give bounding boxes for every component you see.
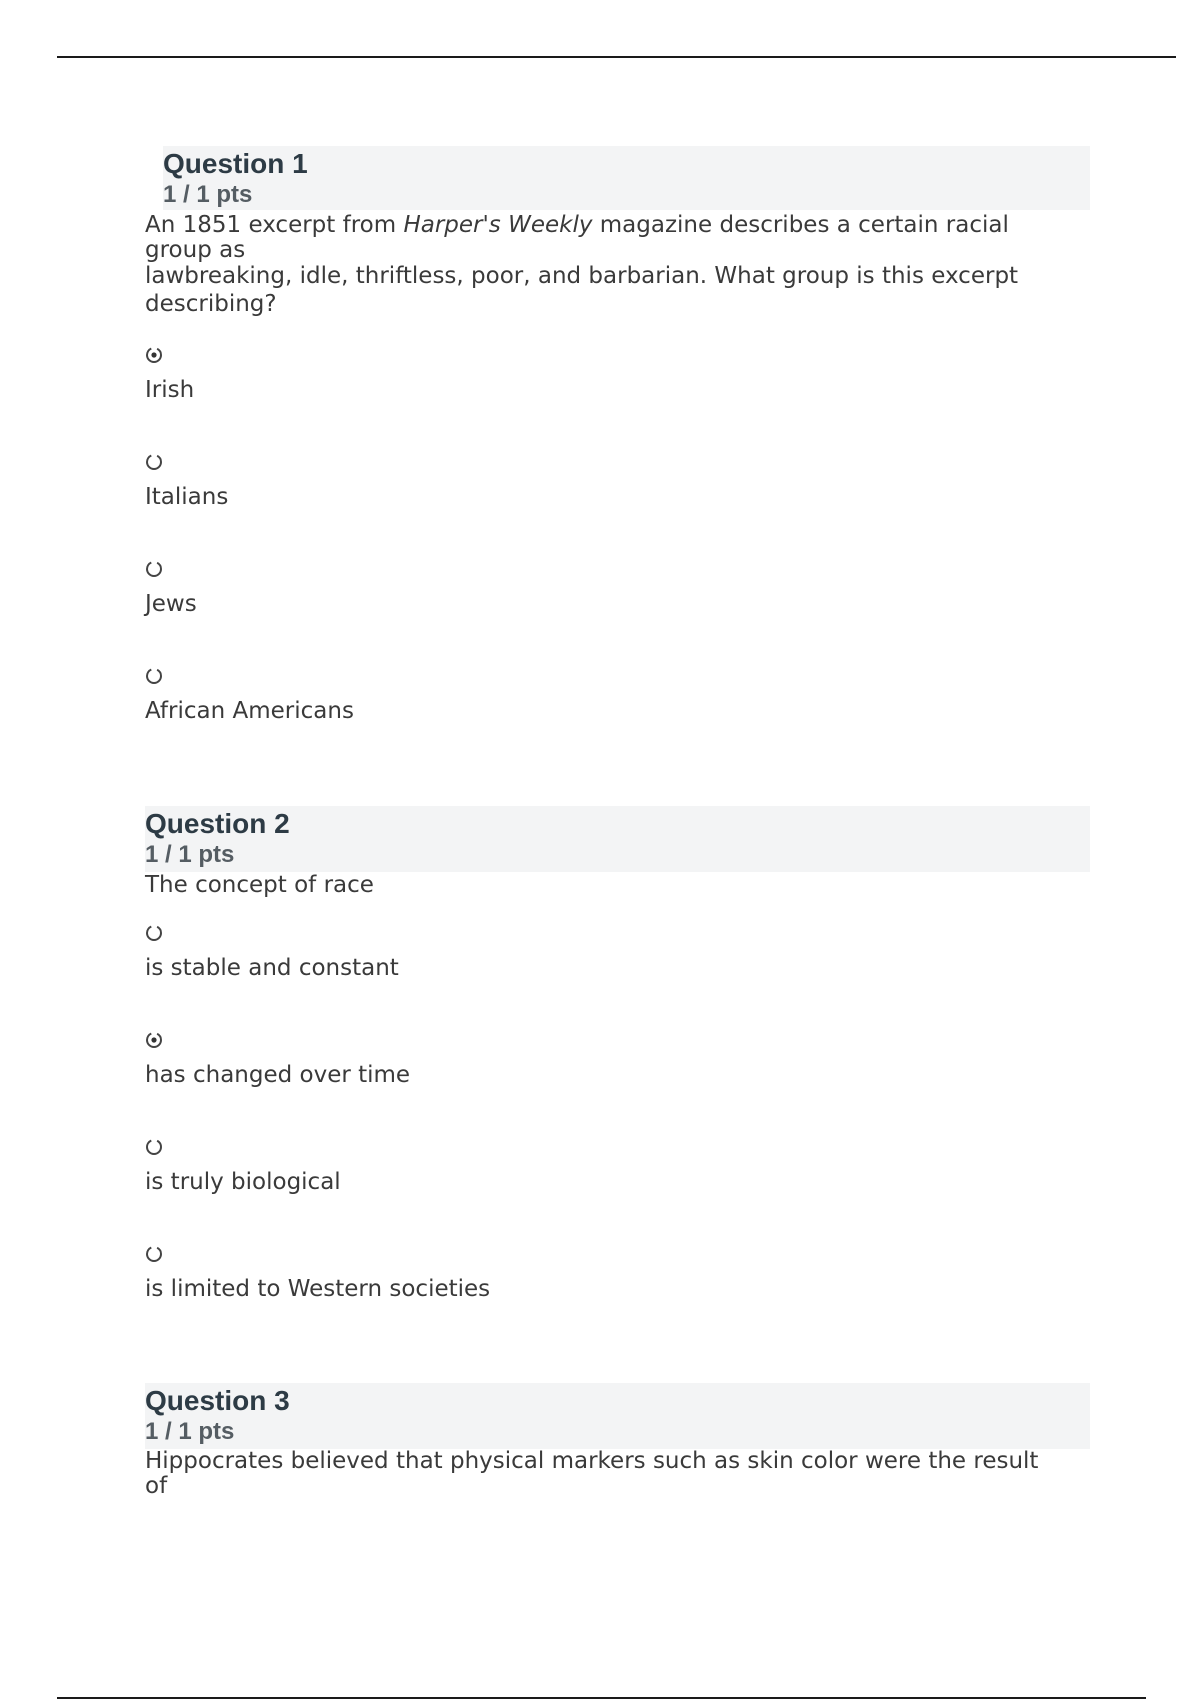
prompt-text: describing?: [145, 291, 277, 317]
radio-unselected-icon[interactable]: [145, 924, 163, 942]
prompt-text: lawbreaking, idle, thriftless, poor, and barbarian. What group is this excerpt: [145, 263, 1019, 289]
answer-option[interactable]: [145, 560, 197, 618]
answer-label: has changed over time: [145, 1062, 411, 1088]
radio-unselected-icon[interactable]: [145, 1245, 163, 1263]
prompt-italic-title: Harper's Weekly: [403, 212, 593, 238]
question-3: [145, 1383, 1090, 1499]
top-rule: [57, 56, 1176, 58]
answer-label: African Americans: [145, 698, 354, 724]
question-1-header: [163, 146, 1090, 210]
answer-label: Irish: [145, 377, 195, 403]
answer-option[interactable]: [145, 1138, 341, 1196]
answer-label: is limited to Western societies: [145, 1276, 491, 1302]
radio-unselected-icon[interactable]: [145, 667, 163, 685]
answer-option[interactable]: [145, 667, 354, 725]
question-1-points: 1 / 1 pts: [163, 181, 253, 208]
question-1: [145, 146, 1090, 724]
answer-label: is stable and constant: [145, 955, 399, 981]
prompt-text: of: [145, 1473, 168, 1499]
question-2-points: 1 / 1 pts: [145, 841, 235, 868]
radio-selected-icon[interactable]: [145, 346, 163, 364]
answer-label: is truly biological: [145, 1169, 341, 1195]
answer-option[interactable]: [145, 346, 194, 404]
answer-option[interactable]: [145, 924, 399, 982]
question-2-header: [145, 806, 1090, 872]
answer-label: Jews: [145, 591, 197, 617]
bottom-rule: [57, 1697, 1146, 1699]
question-1-title: Question 1: [163, 148, 308, 179]
question-2-title: Question 2: [145, 808, 290, 839]
prompt-text: An 1851 excerpt from: [145, 212, 404, 238]
question-3-title: Question 3: [145, 1385, 290, 1416]
answer-option[interactable]: [145, 1031, 410, 1089]
radio-unselected-icon[interactable]: [145, 560, 163, 578]
radio-selected-icon[interactable]: [145, 1031, 163, 1049]
question-3-prompt: [145, 1447, 1105, 1497]
question-2-prompt: The concept of race: [145, 872, 374, 898]
prompt-text: magazine describes a certain racial: [592, 212, 1009, 238]
prompt-text: Hippocrates believed that physical markers such as skin color were the result: [145, 1448, 1039, 1474]
prompt-text: group as: [145, 237, 246, 263]
question-2: [145, 806, 1090, 1302]
question-3-points: 1 / 1 pts: [145, 1418, 235, 1445]
question-3-header: [145, 1383, 1090, 1449]
answer-label: Italians: [145, 484, 229, 510]
answer-option[interactable]: [145, 1245, 490, 1303]
question-1-prompt: [145, 212, 1105, 318]
radio-unselected-icon[interactable]: [145, 1138, 163, 1156]
radio-unselected-icon[interactable]: [145, 453, 163, 471]
answer-option[interactable]: [145, 453, 228, 511]
